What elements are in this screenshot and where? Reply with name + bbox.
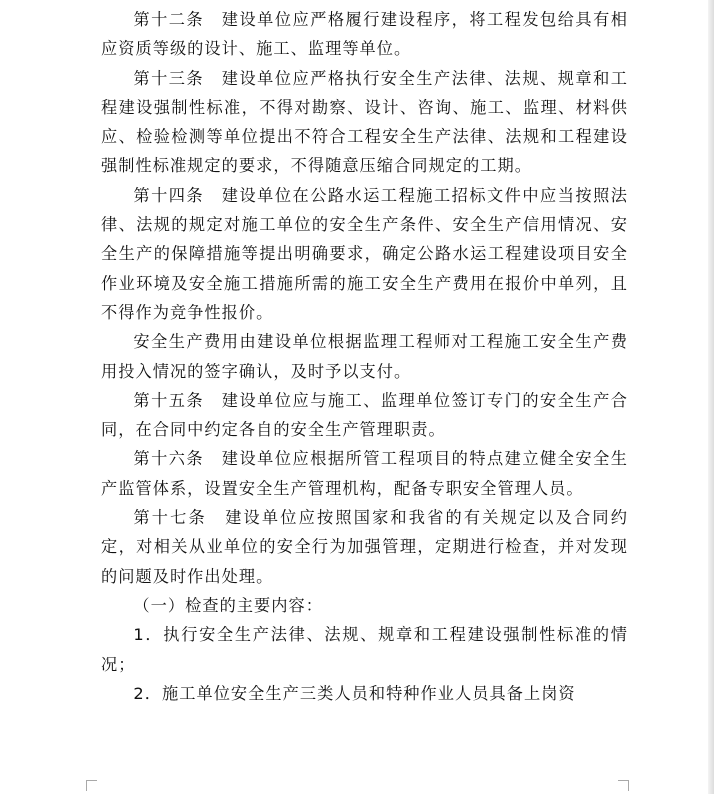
page-edge-shadow [708,0,714,794]
article-16-paragraph: 第十六条 建设单位应根据所管工程项目的特点建立健全安全生产监管体系，设置安全生产管理机构，配备专职安全管理人员。 [101,449,628,498]
article-13-paragraph: 第十三条 建设单位应严格执行安全生产法律、法规、规章和工程建设强制性标准，不得对勘察、设计、咨询、施工、监理、材料供应、检验检测等单位提出不符合工程安全生产法律、法规和工程建设强制性标准规定的要求，不得随意压缩合同规定的工期。 [101,68,628,176]
article-14-paragraph: 第十四条 建设单位在公路水运工程施工招标文件中应当按照法律、法规的规定对施工单位的安全生产条件、安全生产信用情况、安全生产的保障措施等提出明确要求，确定公路水运工程建设项目安全作业环境及安全施工措施所需的施工安全生产费用在报价中单列，且不得作为竞争性报价。 [101,185,628,322]
inspection-content-heading: （一）检查的主要内容： [133,595,324,615]
article-15-paragraph: 第十五条 建设单位应与施工、监理单位签订专门的安全生产合同，在合同中约定各自的安全生产管理职责。 [101,390,628,440]
crop-mark-bottom-right [618,780,629,791]
safety-fee-paragraph: 安全生产费用由建设单位根据监理工程师对工程施工安全生产费用投入情况的签字确认，及时予以支付。 [101,332,628,381]
inspection-item-1: 1．执行安全生产法律、法规、规章和工程建设强制性标准的情况； [101,625,628,674]
inspection-item-2: 2．施工单位安全生产三类人员和特种作业人员具备上岗资 [133,683,576,703]
article-12-paragraph: 第十二条 建设单位应严格履行建设程序，将工程发包给具有相应资质等级的设计、施工、监理等单位。 [101,10,628,59]
article-17-paragraph: 第十七条 建设单位应按照国家和我省的有关规定以及合同约定，对相关从业单位的安全行为加强管理，定期进行检查，并对发现的问题及时作出处理。 [101,508,628,586]
crop-mark-bottom-left [86,780,97,791]
document-body [101,5,628,708]
